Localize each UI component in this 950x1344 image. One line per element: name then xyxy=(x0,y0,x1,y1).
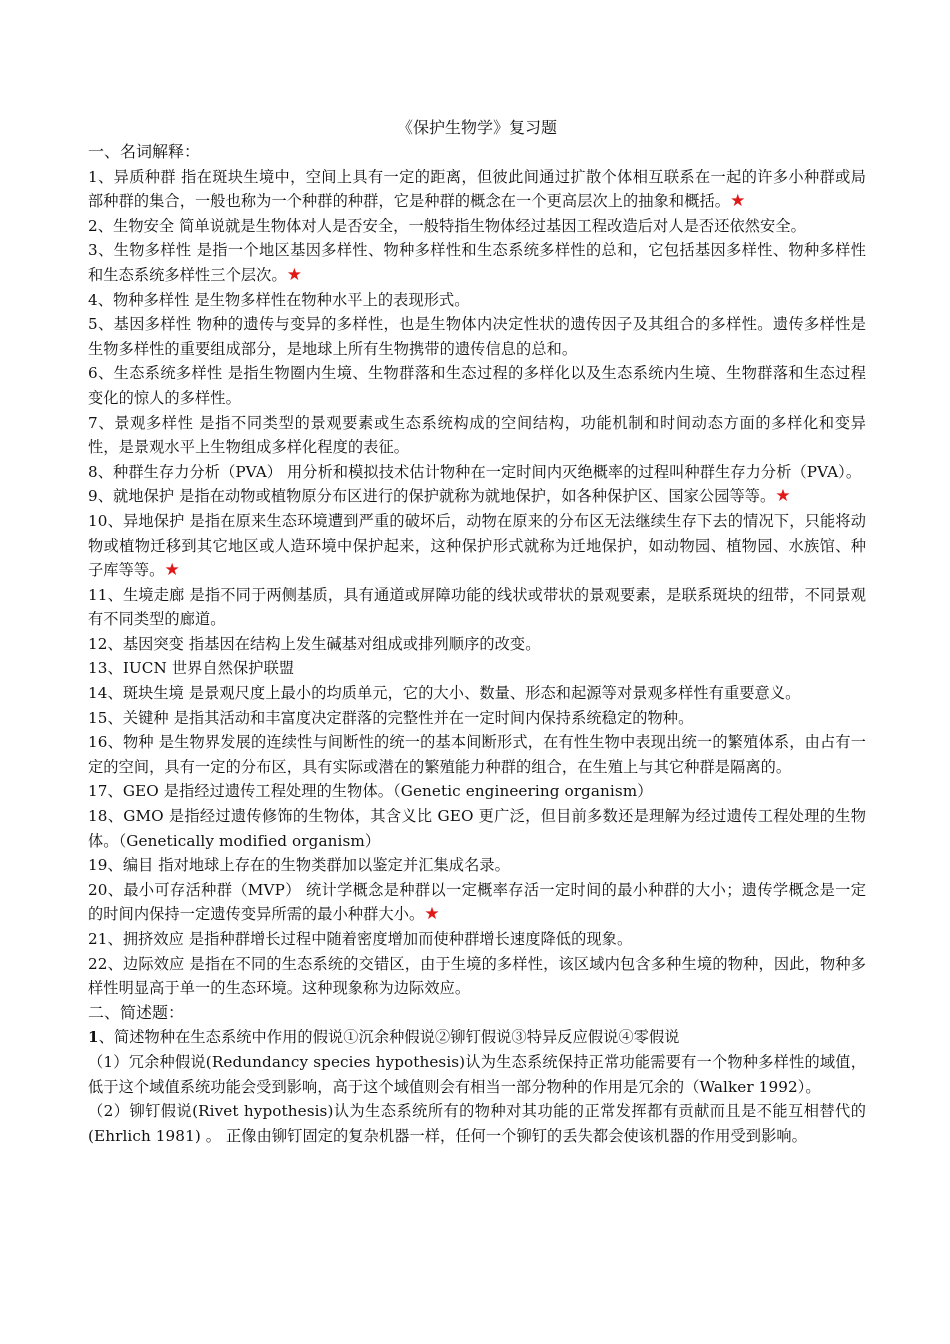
star-icon: ★ xyxy=(286,264,303,285)
term-10 xyxy=(88,509,866,583)
term-22 xyxy=(88,952,866,1001)
term-text: 19、编目 指对地球上存在的生物类群加以鉴定并汇集成名录。 xyxy=(88,856,510,875)
term-text: 18、GMO 是指经过遗传修饰的生物体，其含义比 GEO 更广泛，但目前多数还是理解为经过遗传工程处理的生物体。（Genetically modified organism） xyxy=(88,807,866,850)
term-text: 7、景观多样性 是指不同类型的景观要素或生态系统构成的空间结构，功能机制和时间动态方面的多样化和变异性，是景观水平上生物组成多样化程度的表征。 xyxy=(88,413,866,457)
term-3 xyxy=(88,238,866,287)
term-text: 21、拥挤效应 是指种群增长过程中随着密度增加而使种群增长速度降低的现象。 xyxy=(88,930,633,948)
term-1 xyxy=(88,165,866,214)
question-text: 、简述物种在生态系统中作用的假说①沉余种假说②铆钉假说③特异反应假说④零假说 xyxy=(98,1028,680,1047)
term-text: 5、基因多样性 物种的遗传与变异的多样性，也是生物体内决定性状的遗传因子及其组合的多样性。遗传多样性是生物多样性的重要组成部分，是地球上所有生物携带的遗传信息的总和。 xyxy=(88,315,866,358)
answer-text: （1）冗余种假说(Redundancy species hypothesis)认为生态系统保持正常功能需要有一个物种多样性的域值，低于这个域值系统功能会受到影响，高于这个域值则会有相当一部分物种的作用是冗余的（Walker 1992）。 xyxy=(88,1052,866,1096)
term-text: 9、就地保护 是指在动物或植物原分布区进行的保护就称为就地保护，如各种保护区、国家公园等等。 xyxy=(88,487,776,506)
term-16 xyxy=(88,730,866,779)
term-11 xyxy=(88,583,866,632)
term-5 xyxy=(88,312,866,361)
section-heading-short-answer: 二、简述题： xyxy=(88,1002,185,1022)
term-text: 20、最小可存活种群（MVP） 统计学概念是种群以一定概率存活一定时间的最小种群的大小；遗传学概念是一定的时间内保持一定遗传变异所需的最小种群大小。 xyxy=(88,880,866,924)
term-text: 4、物种多样性 是生物多样性在物种水平上的表现形式。 xyxy=(88,290,470,309)
term-12 xyxy=(88,632,866,657)
term-text: 6、生态系统多样性 是指生物圈内生境、生物群落和生态过程的多样化以及生态系统内生境、生物群落和生态过程变化的惊人的多样性。 xyxy=(88,364,866,407)
term-8 xyxy=(88,460,866,485)
star-icon: ★ xyxy=(775,486,791,507)
term-text: 13、IUCN 世界自然保护联盟 xyxy=(88,659,295,678)
answer-text: （2）铆钉假说(Rivet hypothesis)认为生态系统所有的物种对其功能的正常发挥都有贡献而且是不能互相替代的(Ehrlich 1981) 。 正像由铆钉固定的复杂机器一样，任何一个铆钉的丢失都会使该机器的作用受到影响。 xyxy=(88,1102,866,1145)
term-text: 2、生物安全 简单说就是生物体对人是否安全，一般特指生物体经过基因工程改造后对人是否还依然安全。 xyxy=(88,216,806,235)
term-21 xyxy=(88,927,866,952)
star-icon: ★ xyxy=(730,191,746,212)
term-13 xyxy=(88,656,866,681)
term-text: 22、边际效应 是指在不同的生态系统的交错区，由于生境的多样性，该区域内包含多种生境的物种，因此，物种多样性明显高于单一的生态环境。这种现象称为边际效应。 xyxy=(88,954,866,998)
term-text: 17、GEO 是指经过遗传工程处理的生物体。（Genetic engineering organism） xyxy=(88,782,653,801)
term-4 xyxy=(88,288,866,313)
term-text: 14、斑块生境 是景观尺度上最小的均质单元，它的大小、数量、形态和起源等对景观多样性有重要意义。 xyxy=(88,684,801,703)
term-text: 10、异地保护 是指在原来生态环境遭到严重的破坏后，动物在原来的分布区无法继续生存下去的情况下，只能将动物或植物迁移到其它地区或人造环境中保护起来，这种保护形式就称为迁地保护，如动物园、植物园、水族馆、种子库等等。 xyxy=(88,511,866,580)
term-18 xyxy=(88,804,866,853)
star-icon: ★ xyxy=(424,904,440,925)
term-text: 12、基因突变 指基因在结构上发生碱基对组成或排列顺序的改变。 xyxy=(88,634,541,653)
term-17 xyxy=(88,779,866,804)
term-14 xyxy=(88,681,866,706)
document-page xyxy=(88,112,866,1148)
term-15 xyxy=(88,706,866,731)
term-text: 16、物种 是生物界发展的连续性与间断性的统一的基本间断形式，在有性生物中表现出统一的繁殖体系，由占有一定的空间，具有一定的分布区，具有实际或潜在的繁殖能力种群的组合，在生殖上与其它种群是隔离的。 xyxy=(88,733,866,776)
section-heading-terms: 一、名词解释： xyxy=(88,142,201,161)
answer-1 xyxy=(88,1050,866,1099)
term-19 xyxy=(88,853,866,878)
question-number: 1 xyxy=(88,1028,99,1047)
term-text: 1、异质种群 指在斑块生境中，空间上具有一定的距离，但彼此间通过扩散个体相互联系在一起的许多小种群或局部种群的集合，一般也称为一个种群的种群，它是种群的概念在一个更高层次上的抽象和概括。 xyxy=(88,167,866,211)
term-2 xyxy=(88,214,866,239)
term-text: 8、种群生存力分析（PVA） 用分析和模拟技术估计物种在一定时间内灭绝概率的过程叫种群生存力分析（PVA）。 xyxy=(88,462,862,481)
answer-2 xyxy=(88,1099,866,1148)
term-text: 11、生境走廊 是指不同于两侧基质，具有通道或屏障功能的线状或带状的景观要素，是联系斑块的纽带，不同景观有不同类型的廊道。 xyxy=(88,585,866,629)
term-9 xyxy=(88,484,866,509)
term-7 xyxy=(88,411,866,460)
term-20 xyxy=(88,878,866,927)
term-text: 3、生物多样性 是指一个地区基因多样性、物种多样性和生态系统多样性的总和，它包括基因多样性、物种多样性和生态系统多样性三个层次。 xyxy=(88,241,866,284)
question-1 xyxy=(88,1025,866,1050)
term-text: 15、关键种 是指其活动和丰富度决定群落的完整性并在一定时间内保持系统稳定的物种。 xyxy=(88,708,694,727)
term-6 xyxy=(88,361,866,410)
star-icon: ★ xyxy=(164,560,180,581)
page-title: 《保护生物学》复习题 xyxy=(396,118,557,137)
